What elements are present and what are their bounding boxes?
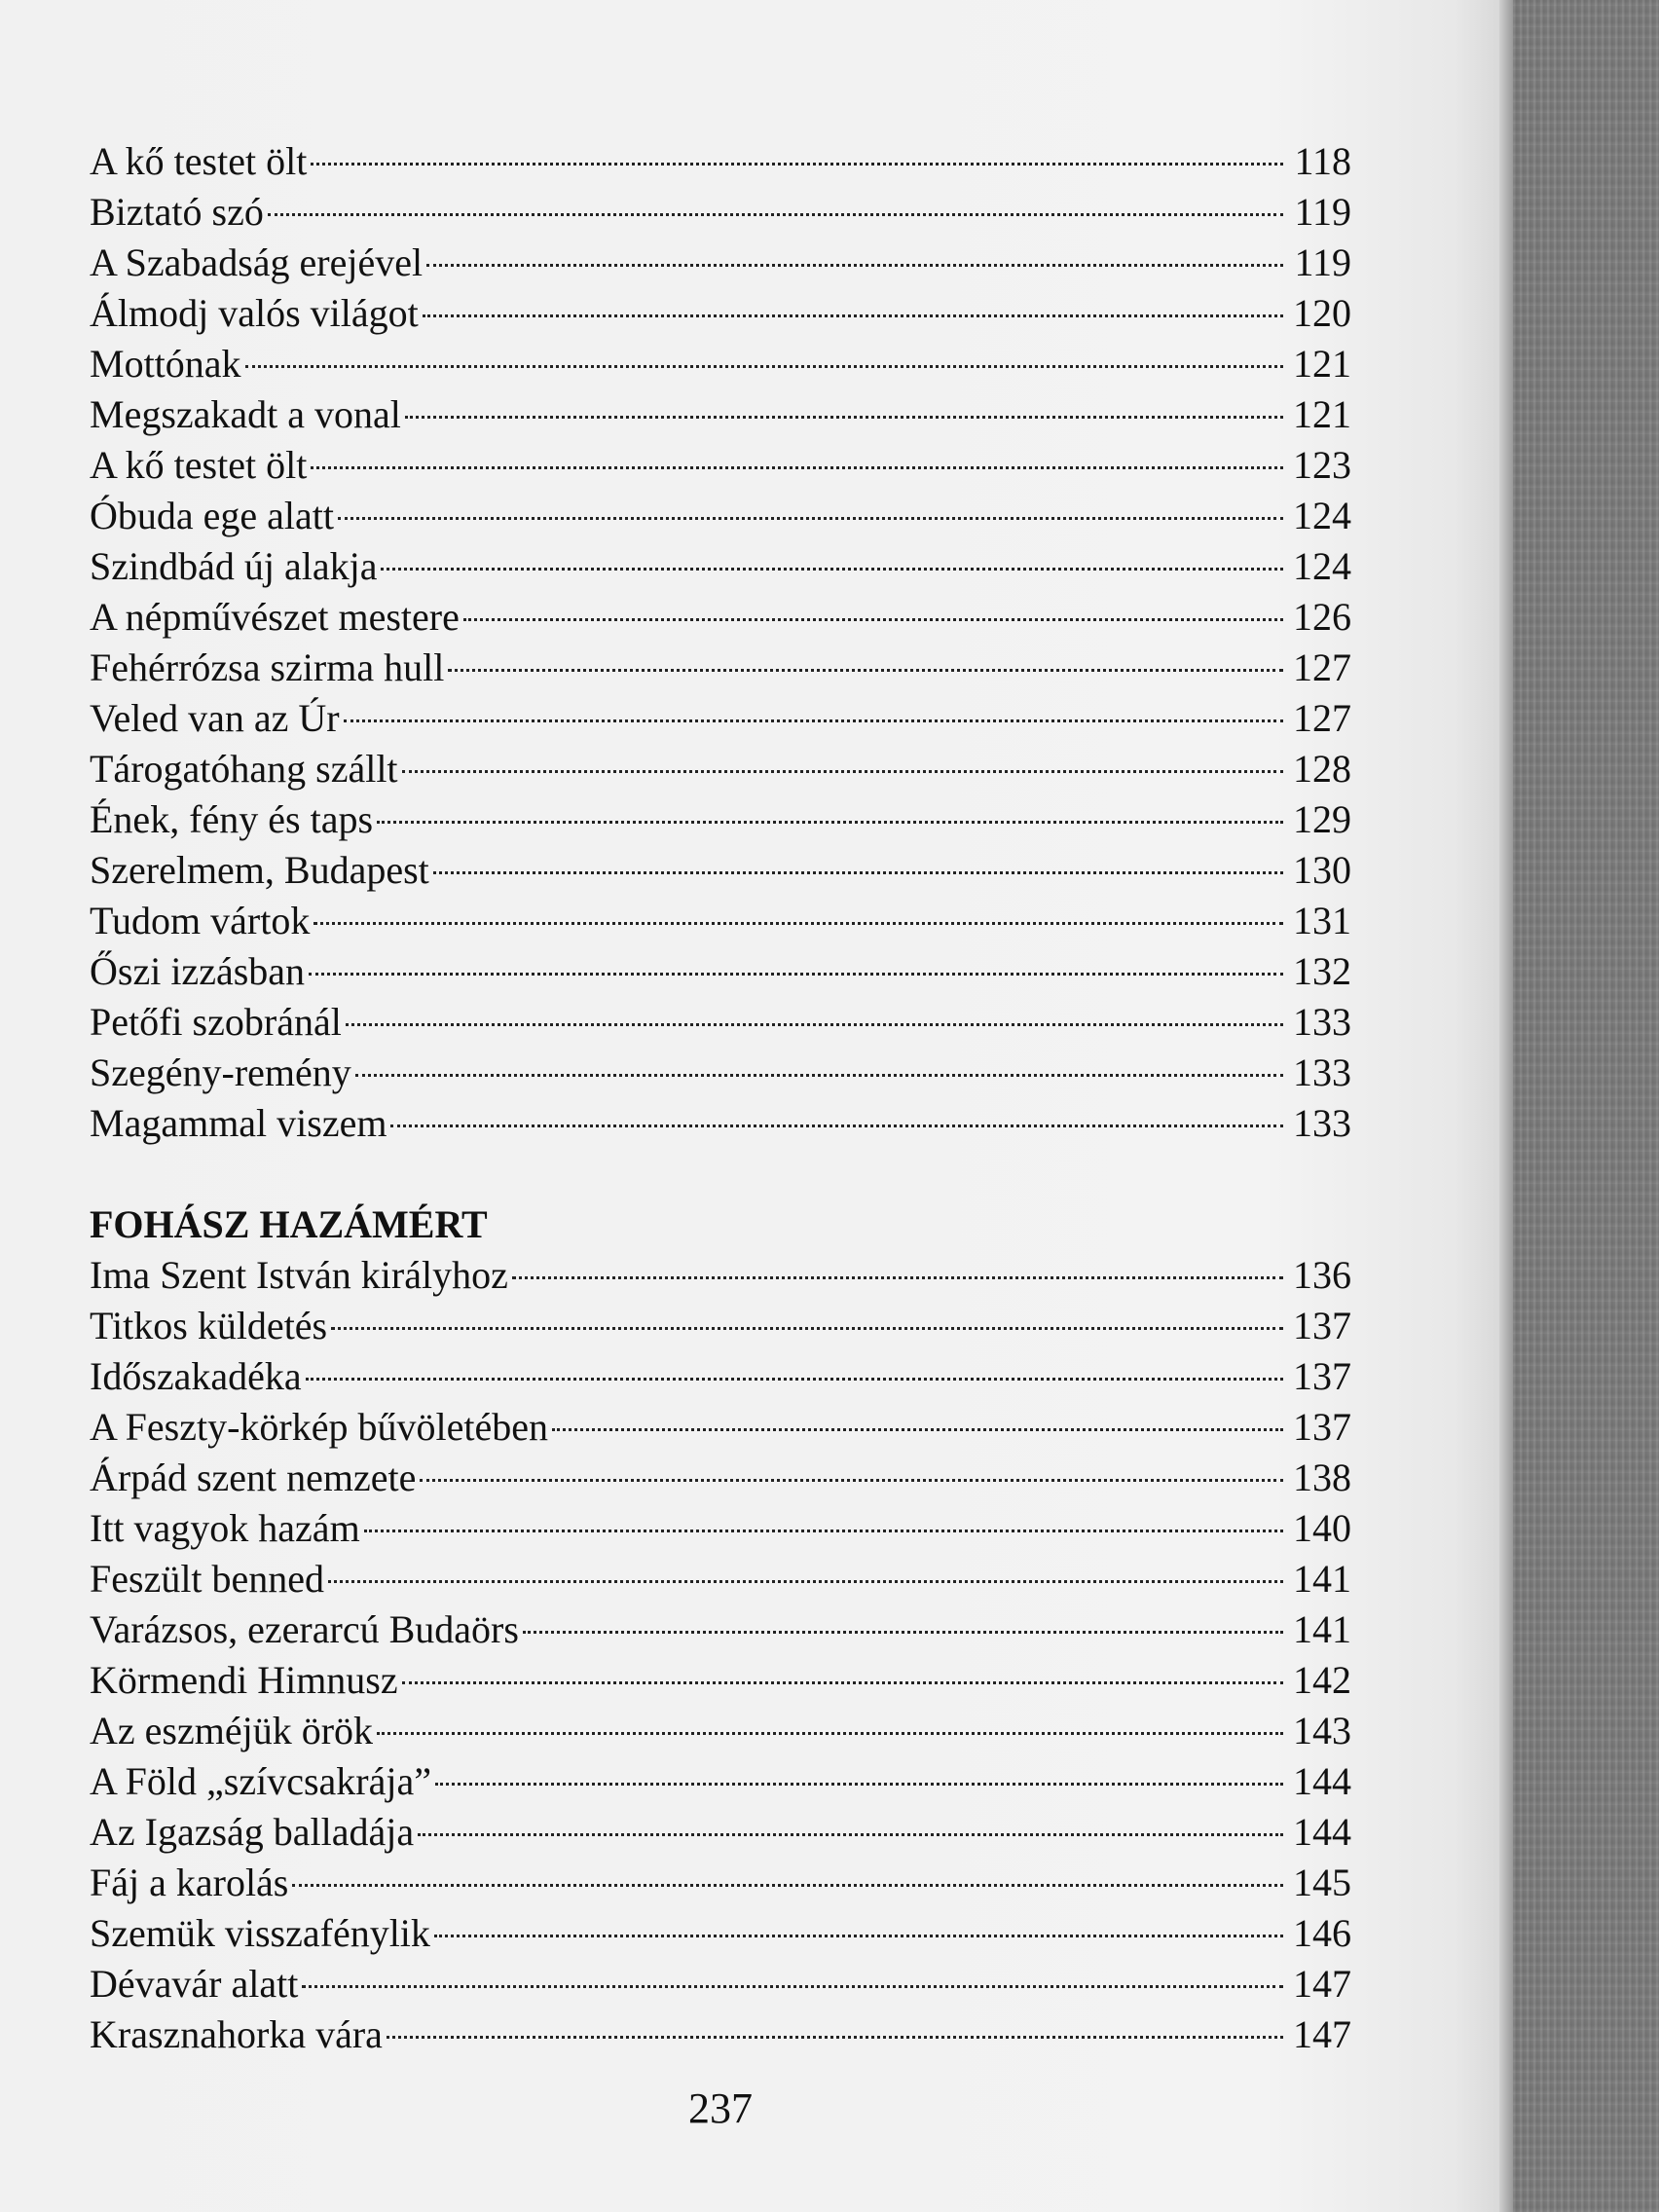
dot-leader bbox=[463, 618, 1283, 621]
dot-leader bbox=[344, 719, 1283, 722]
toc-entry-page: 133 bbox=[1293, 1101, 1351, 1145]
dot-leader bbox=[377, 821, 1283, 824]
toc-entry-title: Tárogatóhang szállt bbox=[90, 747, 398, 791]
toc-entry bbox=[90, 389, 1351, 440]
toc-entry bbox=[90, 1604, 1351, 1655]
toc-entry-page: 126 bbox=[1293, 595, 1351, 639]
toc-group-top bbox=[90, 136, 1351, 1149]
toc-entry-title: Szegény-remény bbox=[90, 1051, 351, 1094]
toc-entry-page: 147 bbox=[1293, 1962, 1351, 2006]
toc-entry-page: 144 bbox=[1293, 1759, 1351, 1803]
toc-entry bbox=[90, 1756, 1351, 1807]
toc-entry bbox=[90, 643, 1351, 693]
toc-entry-page: 121 bbox=[1293, 342, 1351, 386]
toc-entry-title: Mottónak bbox=[90, 342, 241, 386]
toc-entry bbox=[90, 794, 1351, 845]
toc-entry bbox=[90, 1503, 1351, 1554]
toc-entry-title: Varázsos, ezerarcú Budaörs bbox=[90, 1607, 519, 1651]
toc-entry bbox=[90, 1706, 1351, 1756]
toc-entry bbox=[90, 946, 1351, 997]
toc-entry bbox=[90, 2009, 1351, 2060]
toc-entry-page: 146 bbox=[1293, 1911, 1351, 1955]
toc-entry-title: Körmendi Himnusz bbox=[90, 1658, 398, 1702]
toc-entry-page: 132 bbox=[1293, 949, 1351, 993]
toc-entry-page: 128 bbox=[1293, 747, 1351, 791]
page-edge bbox=[1499, 0, 1513, 2212]
dot-leader bbox=[418, 1833, 1283, 1836]
toc-entry-title: A népművészet mestere bbox=[90, 595, 460, 639]
toc-entry-title: Itt vagyok hazám bbox=[90, 1506, 360, 1550]
dot-leader bbox=[390, 1124, 1283, 1127]
dot-leader bbox=[523, 1631, 1283, 1634]
dot-leader bbox=[268, 213, 1283, 216]
toc-entry bbox=[90, 1250, 1351, 1301]
toc-entry-title: Tudom vártok bbox=[90, 899, 311, 942]
toc-entry-page: 133 bbox=[1293, 1051, 1351, 1094]
toc-entry-title: Szindbád új alakja bbox=[90, 544, 378, 588]
toc-group-section bbox=[90, 1250, 1351, 2060]
toc-entry bbox=[90, 592, 1351, 643]
dot-leader bbox=[306, 1378, 1283, 1381]
dot-leader bbox=[423, 314, 1283, 317]
toc-entry-page: 133 bbox=[1293, 1000, 1351, 1044]
toc-entry bbox=[90, 744, 1351, 794]
dot-leader bbox=[377, 1732, 1283, 1735]
toc-entry bbox=[90, 896, 1351, 946]
toc-entry-page: 137 bbox=[1293, 1304, 1351, 1347]
toc-entry-title: Magammal viszem bbox=[90, 1101, 387, 1145]
toc-entry-page: 127 bbox=[1293, 696, 1351, 740]
dot-leader bbox=[420, 1479, 1283, 1482]
dot-leader bbox=[448, 669, 1283, 672]
dot-leader bbox=[426, 264, 1283, 267]
toc-entry-title: Fehérrózsa szirma hull bbox=[90, 645, 445, 689]
toc-entry bbox=[90, 136, 1351, 187]
dot-leader bbox=[346, 1023, 1283, 1026]
toc-entry-page: 137 bbox=[1293, 1354, 1351, 1398]
toc-entry bbox=[90, 693, 1351, 744]
dot-leader bbox=[402, 770, 1283, 773]
toc-entry-title: Árpád szent nemzete bbox=[90, 1456, 417, 1499]
toc-entry-title: Szerelmem, Budapest bbox=[90, 848, 429, 892]
dot-leader bbox=[512, 1276, 1283, 1279]
toc-entry-page: 142 bbox=[1293, 1658, 1351, 1702]
toc-entry-page: 118 bbox=[1294, 139, 1351, 183]
toc-entry-title: Petőfi szobránál bbox=[90, 1000, 342, 1044]
toc-entry-title: A kő testet ölt bbox=[90, 443, 308, 487]
toc-entry-page: 144 bbox=[1293, 1810, 1351, 1854]
toc-entry-title: Veled van az Úr bbox=[90, 696, 340, 740]
toc-entry-title: Időszakadéka bbox=[90, 1354, 302, 1398]
toc-entry-title: Feszült benned bbox=[90, 1557, 325, 1601]
dot-leader bbox=[435, 1783, 1283, 1786]
toc-entry-page: 145 bbox=[1293, 1861, 1351, 1904]
toc-entry bbox=[90, 1048, 1351, 1098]
toc-entry-title: A kő testet ölt bbox=[90, 139, 308, 183]
dot-leader bbox=[309, 973, 1283, 976]
dot-leader bbox=[338, 517, 1283, 520]
toc-entry-title: Az Igazság balladája bbox=[90, 1810, 415, 1854]
toc-entry bbox=[90, 997, 1351, 1048]
toc-entry-title: Ima Szent István királyhoz bbox=[90, 1253, 508, 1297]
dot-leader bbox=[302, 1985, 1283, 1988]
toc-entry-page: 138 bbox=[1293, 1456, 1351, 1499]
dot-leader bbox=[311, 163, 1283, 166]
toc-entry-page: 141 bbox=[1293, 1607, 1351, 1651]
table-of-contents bbox=[90, 136, 1351, 2060]
toc-entry bbox=[90, 1098, 1351, 1149]
toc-entry bbox=[90, 187, 1351, 238]
dot-leader bbox=[552, 1428, 1283, 1431]
dot-leader bbox=[381, 568, 1283, 571]
toc-entry-page: 136 bbox=[1293, 1253, 1351, 1297]
toc-entry-page: 127 bbox=[1293, 645, 1351, 689]
toc-entry-page: 130 bbox=[1293, 848, 1351, 892]
toc-entry bbox=[90, 845, 1351, 896]
toc-entry-page: 147 bbox=[1293, 2012, 1351, 2056]
toc-entry bbox=[90, 1301, 1351, 1351]
toc-entry-page: 123 bbox=[1293, 443, 1351, 487]
toc-entry bbox=[90, 339, 1351, 389]
dot-leader bbox=[292, 1884, 1283, 1887]
toc-entry-title: Megszakadt a vonal bbox=[90, 392, 401, 436]
dot-leader bbox=[364, 1530, 1283, 1532]
toc-entry bbox=[90, 1807, 1351, 1858]
toc-entry bbox=[90, 1655, 1351, 1706]
dot-leader bbox=[434, 1935, 1283, 1937]
toc-entry-page: 120 bbox=[1293, 291, 1351, 335]
toc-entry-title: Dévavár alatt bbox=[90, 1962, 299, 2006]
toc-entry bbox=[90, 1453, 1351, 1503]
toc-entry bbox=[90, 1402, 1351, 1453]
toc-entry-page: 141 bbox=[1293, 1557, 1351, 1601]
toc-entry-page: 124 bbox=[1293, 544, 1351, 588]
toc-entry-title: Krasznahorka vára bbox=[90, 2012, 383, 2056]
toc-entry bbox=[90, 1858, 1351, 1908]
dot-leader bbox=[355, 1074, 1283, 1077]
toc-entry-title: Fáj a karolás bbox=[90, 1861, 289, 1904]
toc-entry-page: 124 bbox=[1293, 494, 1351, 537]
background-surface bbox=[1513, 0, 1659, 2212]
toc-entry-title: Biztató szó bbox=[90, 190, 264, 234]
toc-entry-title: A Szabadság erejével bbox=[90, 240, 424, 284]
dot-leader bbox=[433, 871, 1283, 874]
toc-entry-page: 131 bbox=[1293, 899, 1351, 942]
page-number: 237 bbox=[688, 2084, 753, 2132]
section-heading: FOHÁSZ HAZÁMÉRT bbox=[90, 1202, 488, 1246]
toc-entry-title: Őszi izzásban bbox=[90, 949, 306, 993]
toc-entry bbox=[90, 491, 1351, 541]
toc-entry bbox=[90, 541, 1351, 592]
toc-entry bbox=[90, 440, 1351, 491]
toc-entry bbox=[90, 1554, 1351, 1604]
toc-entry bbox=[90, 1959, 1351, 2009]
toc-entry bbox=[90, 1351, 1351, 1402]
toc-entry-page: 143 bbox=[1293, 1709, 1351, 1752]
dot-leader bbox=[311, 466, 1283, 469]
dot-leader bbox=[331, 1327, 1283, 1330]
toc-entry-title: Álmodj valós világot bbox=[90, 291, 419, 335]
toc-entry bbox=[90, 238, 1351, 288]
toc-entry-page: 140 bbox=[1293, 1506, 1351, 1550]
toc-entry-page: 137 bbox=[1293, 1405, 1351, 1449]
toc-entry-title: Ének, fény és taps bbox=[90, 797, 374, 841]
toc-entry-title: A Föld „szívcsakrája” bbox=[90, 1759, 431, 1803]
toc-entry-title: Az eszméjük örök bbox=[90, 1709, 374, 1752]
toc-entry-title: A Feszty-körkép bűvöletében bbox=[90, 1405, 548, 1449]
dot-leader bbox=[313, 922, 1283, 925]
toc-entry-title: Óbuda ege alatt bbox=[90, 494, 334, 537]
toc-entry bbox=[90, 288, 1351, 339]
dot-leader bbox=[387, 2036, 1283, 2039]
toc-entry-page: 119 bbox=[1294, 240, 1351, 284]
dot-leader bbox=[328, 1580, 1283, 1583]
toc-entry-page: 121 bbox=[1293, 392, 1351, 436]
toc-entry-title: Titkos küldetés bbox=[90, 1304, 328, 1347]
dot-leader bbox=[405, 416, 1283, 419]
toc-entry-page: 129 bbox=[1293, 797, 1351, 841]
dot-leader bbox=[245, 365, 1283, 368]
toc-entry bbox=[90, 1908, 1351, 1959]
dot-leader bbox=[402, 1681, 1283, 1684]
toc-entry-title: Szemük visszafénylik bbox=[90, 1911, 430, 1955]
toc-entry-page: 119 bbox=[1294, 190, 1351, 234]
